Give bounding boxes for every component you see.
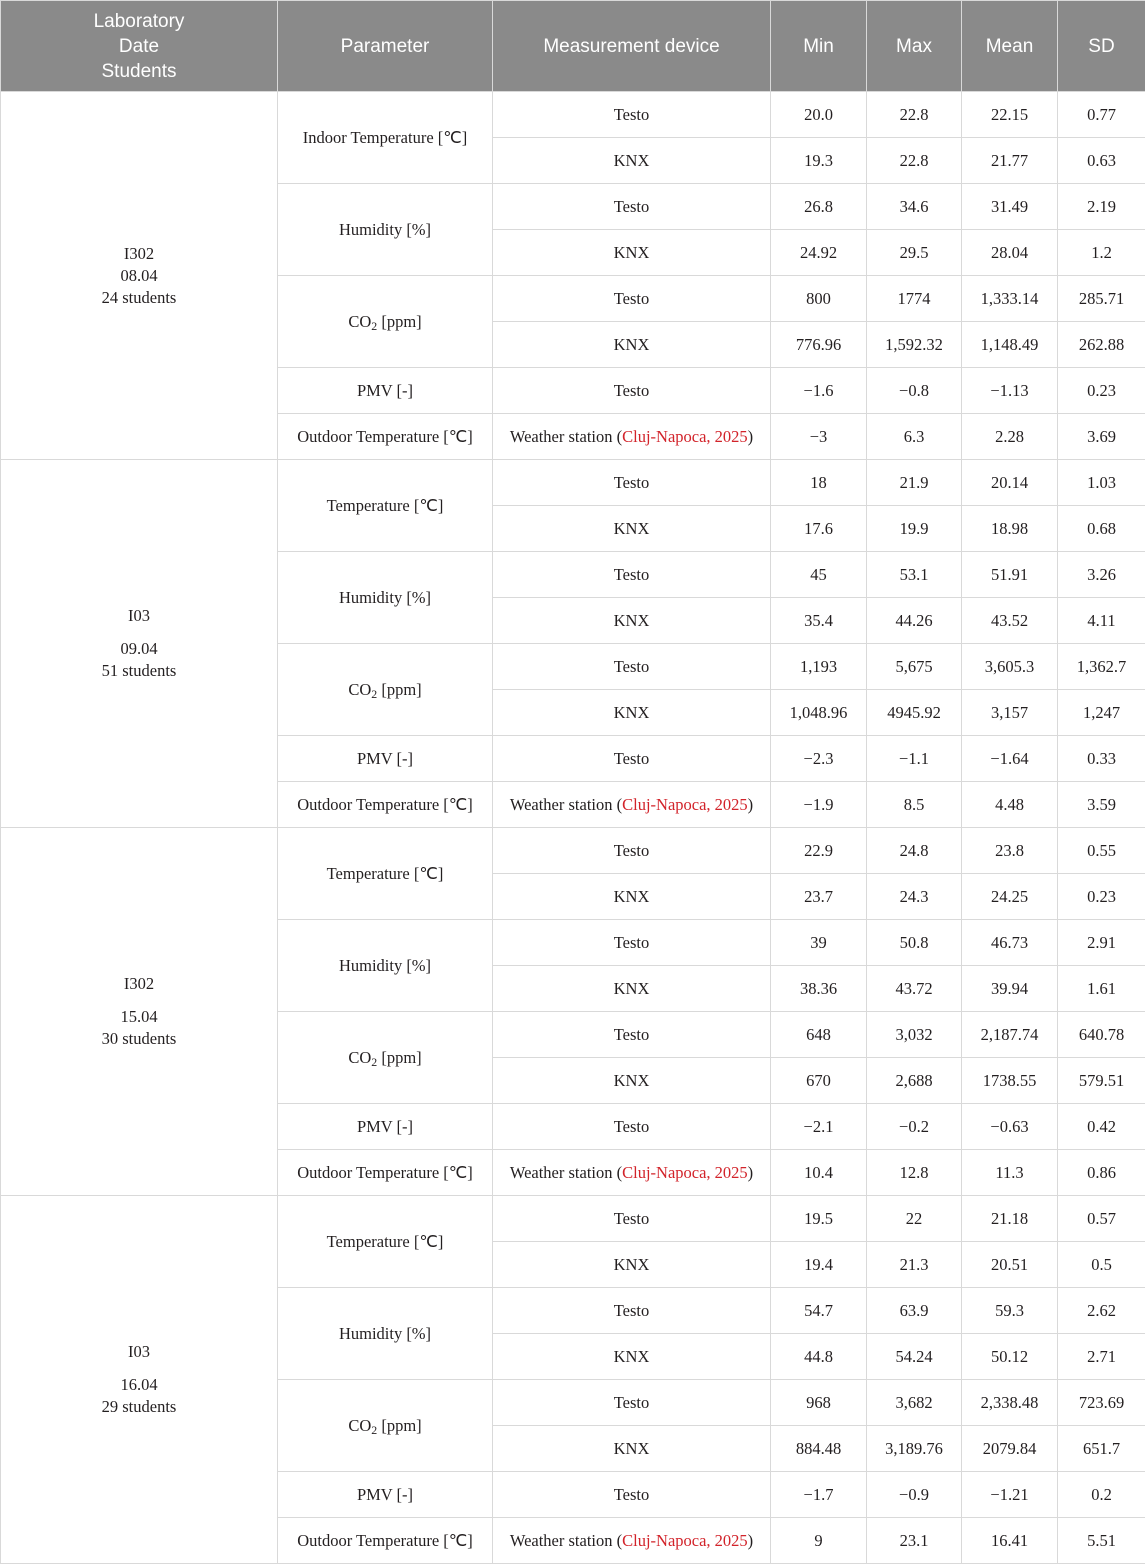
laboratory-date: 15.04 (1, 1006, 277, 1028)
sd-cell: 2.19 (1058, 184, 1145, 230)
min-cell: 670 (771, 1058, 867, 1104)
max-cell: 43.72 (867, 966, 962, 1012)
citation-link[interactable]: Cluj-Napoca, 2025 (622, 795, 748, 814)
device-cell: Testo (493, 276, 771, 322)
mean-cell: 2,338.48 (962, 1380, 1058, 1426)
max-cell: 22.8 (867, 92, 962, 138)
max-cell: 24.3 (867, 874, 962, 920)
laboratory-date: 16.04 (1, 1374, 277, 1396)
sd-cell: 0.23 (1058, 874, 1145, 920)
table-header-row (1, 1, 1145, 92)
max-cell: 54.24 (867, 1334, 962, 1380)
device-cell: KNX (493, 1242, 771, 1288)
table-row (1, 1196, 1145, 1242)
min-cell: 968 (771, 1380, 867, 1426)
mean-cell: 4.48 (962, 782, 1058, 828)
parameter-cell: Outdoor Temperature [℃] (278, 1518, 493, 1564)
mean-cell: 43.52 (962, 598, 1058, 644)
mean-cell: 2079.84 (962, 1426, 1058, 1472)
sd-cell: 2.91 (1058, 920, 1145, 966)
mean-cell: 20.14 (962, 460, 1058, 506)
parameter-cell: Temperature [℃] (278, 460, 493, 552)
max-cell: 23.1 (867, 1518, 962, 1564)
mean-cell: 2,187.74 (962, 1012, 1058, 1058)
parameter-cell: PMV [-] (278, 368, 493, 414)
mean-cell: 21.18 (962, 1196, 1058, 1242)
column-header-laboratory-line3: Students (1, 59, 277, 84)
column-header-mean: Mean (962, 1, 1058, 92)
laboratory-students: 24 students (1, 287, 277, 309)
max-cell: 4945.92 (867, 690, 962, 736)
mean-cell: −1.13 (962, 368, 1058, 414)
parameter-cell: Outdoor Temperature [℃] (278, 1150, 493, 1196)
parameter-cell: $CO_2$ [ppm] (278, 276, 493, 368)
device-cell: KNX (493, 138, 771, 184)
sd-cell: 4.11 (1058, 598, 1145, 644)
column-header-laboratory (1, 1, 278, 92)
max-cell: 22 (867, 1196, 962, 1242)
parameter-cell: $CO_2$ [ppm] (278, 1012, 493, 1104)
sd-cell: 285.71 (1058, 276, 1145, 322)
parameter-cell: $CO_2$ [ppm] (278, 1380, 493, 1472)
mean-cell: −1.64 (962, 736, 1058, 782)
laboratory-students: 30 students (1, 1028, 277, 1050)
device-cell: KNX (493, 966, 771, 1012)
parameter-cell: Outdoor Temperature [℃] (278, 414, 493, 460)
mean-cell: 23.8 (962, 828, 1058, 874)
min-cell: 17.6 (771, 506, 867, 552)
parameter-cell: Humidity [%] (278, 1288, 493, 1380)
column-header-parameter: Parameter (278, 1, 493, 92)
sd-cell: 1.03 (1058, 460, 1145, 506)
sd-cell: 579.51 (1058, 1058, 1145, 1104)
max-cell: 1774 (867, 276, 962, 322)
device-cell: Testo (493, 736, 771, 782)
min-cell: −3 (771, 414, 867, 460)
device-cell: Testo (493, 460, 771, 506)
device-cell: Testo (493, 1012, 771, 1058)
mean-cell: −1.21 (962, 1472, 1058, 1518)
min-cell: 18 (771, 460, 867, 506)
sd-cell: 0.5 (1058, 1242, 1145, 1288)
sd-cell: 0.42 (1058, 1104, 1145, 1150)
sd-cell: 1.2 (1058, 230, 1145, 276)
table-header (1, 1, 1145, 92)
min-cell: 648 (771, 1012, 867, 1058)
max-cell: 3,682 (867, 1380, 962, 1426)
min-cell: 54.7 (771, 1288, 867, 1334)
sd-cell: 1,247 (1058, 690, 1145, 736)
laboratory-spacer (1, 1363, 277, 1374)
mean-cell: 50.12 (962, 1334, 1058, 1380)
mean-cell: 16.41 (962, 1518, 1058, 1564)
column-header-min: Min (771, 1, 867, 92)
min-cell: 1,048.96 (771, 690, 867, 736)
mean-cell: 18.98 (962, 506, 1058, 552)
max-cell: 22.8 (867, 138, 962, 184)
laboratory-cell (1, 828, 278, 1196)
laboratory-spacer (1, 995, 277, 1006)
min-cell: 776.96 (771, 322, 867, 368)
mean-cell: −0.63 (962, 1104, 1058, 1150)
sd-cell: 723.69 (1058, 1380, 1145, 1426)
max-cell: 2,688 (867, 1058, 962, 1104)
device-cell: Testo (493, 184, 771, 230)
device-cell: Weather station (Cluj-Napoca, 2025) (493, 782, 771, 828)
max-cell: −0.9 (867, 1472, 962, 1518)
mean-cell: 1,333.14 (962, 276, 1058, 322)
min-cell: 44.8 (771, 1334, 867, 1380)
citation-link[interactable]: Cluj-Napoca, 2025 (622, 1163, 748, 1182)
device-cell: KNX (493, 506, 771, 552)
max-cell: 1,592.32 (867, 322, 962, 368)
mean-cell: 39.94 (962, 966, 1058, 1012)
min-cell: 884.48 (771, 1426, 867, 1472)
laboratory-spacer (1, 627, 277, 638)
min-cell: −2.1 (771, 1104, 867, 1150)
citation-link[interactable]: Cluj-Napoca, 2025 (622, 427, 748, 446)
sd-cell: 651.7 (1058, 1426, 1145, 1472)
sd-cell: 0.77 (1058, 92, 1145, 138)
parameter-cell: Temperature [℃] (278, 1196, 493, 1288)
device-cell: Weather station (Cluj-Napoca, 2025) (493, 414, 771, 460)
sd-cell: 0.86 (1058, 1150, 1145, 1196)
mean-cell: 3,605.3 (962, 644, 1058, 690)
max-cell: 24.8 (867, 828, 962, 874)
max-cell: 21.3 (867, 1242, 962, 1288)
min-cell: 45 (771, 552, 867, 598)
device-cell: Weather station (Cluj-Napoca, 2025) (493, 1518, 771, 1564)
device-cell: KNX (493, 1334, 771, 1380)
sd-cell: 2.62 (1058, 1288, 1145, 1334)
mean-cell: 21.77 (962, 138, 1058, 184)
max-cell: 34.6 (867, 184, 962, 230)
mean-cell: 2.28 (962, 414, 1058, 460)
min-cell: −1.6 (771, 368, 867, 414)
min-cell: 22.9 (771, 828, 867, 874)
min-cell: 20.0 (771, 92, 867, 138)
max-cell: −1.1 (867, 736, 962, 782)
max-cell: 3,189.76 (867, 1426, 962, 1472)
mean-cell: 20.51 (962, 1242, 1058, 1288)
min-cell: −1.9 (771, 782, 867, 828)
mean-cell: 24.25 (962, 874, 1058, 920)
laboratory-date: 09.04 (1, 638, 277, 660)
sd-cell: 1.61 (1058, 966, 1145, 1012)
column-header-sd: SD (1058, 1, 1145, 92)
sd-cell: 0.63 (1058, 138, 1145, 184)
min-cell: −2.3 (771, 736, 867, 782)
laboratory-name: I03 (1, 1341, 277, 1363)
device-cell: KNX (493, 598, 771, 644)
laboratory-cell (1, 1196, 278, 1564)
mean-cell: 28.04 (962, 230, 1058, 276)
sd-cell: 5.51 (1058, 1518, 1145, 1564)
sd-cell: 3.59 (1058, 782, 1145, 828)
parameter-cell: PMV [-] (278, 1472, 493, 1518)
parameter-cell: $CO_2$ [ppm] (278, 644, 493, 736)
device-cell: Weather station (Cluj-Napoca, 2025) (493, 1150, 771, 1196)
device-cell: KNX (493, 1426, 771, 1472)
table-row (1, 92, 1145, 138)
mean-cell: 46.73 (962, 920, 1058, 966)
column-header-device: Measurement device (493, 1, 771, 92)
sd-cell: 0.57 (1058, 1196, 1145, 1242)
max-cell: −0.2 (867, 1104, 962, 1150)
min-cell: 23.7 (771, 874, 867, 920)
max-cell: 29.5 (867, 230, 962, 276)
parameter-cell: PMV [-] (278, 1104, 493, 1150)
mean-cell: 22.15 (962, 92, 1058, 138)
mean-cell: 11.3 (962, 1150, 1058, 1196)
device-cell: Testo (493, 1288, 771, 1334)
max-cell: 63.9 (867, 1288, 962, 1334)
min-cell: 10.4 (771, 1150, 867, 1196)
sd-cell: 0.55 (1058, 828, 1145, 874)
min-cell: 26.8 (771, 184, 867, 230)
sd-cell: 0.2 (1058, 1472, 1145, 1518)
sd-cell: 0.68 (1058, 506, 1145, 552)
max-cell: 53.1 (867, 552, 962, 598)
device-cell: KNX (493, 230, 771, 276)
parameter-cell: Indoor Temperature [℃] (278, 92, 493, 184)
max-cell: 21.9 (867, 460, 962, 506)
max-cell: 44.26 (867, 598, 962, 644)
min-cell: 38.36 (771, 966, 867, 1012)
device-cell: Testo (493, 828, 771, 874)
laboratory-name: I302 (1, 243, 277, 265)
citation-link[interactable]: Cluj-Napoca, 2025 (622, 1531, 748, 1550)
device-cell: KNX (493, 690, 771, 736)
sd-cell: 0.33 (1058, 736, 1145, 782)
min-cell: 19.3 (771, 138, 867, 184)
sd-cell: 3.26 (1058, 552, 1145, 598)
laboratory-students: 51 students (1, 660, 277, 682)
parameter-cell: Humidity [%] (278, 920, 493, 1012)
mean-cell: 3,157 (962, 690, 1058, 736)
max-cell: 19.9 (867, 506, 962, 552)
device-cell: Testo (493, 92, 771, 138)
max-cell: 5,675 (867, 644, 962, 690)
sd-cell: 2.71 (1058, 1334, 1145, 1380)
min-cell: 35.4 (771, 598, 867, 644)
min-cell: 1,193 (771, 644, 867, 690)
sd-cell: 262.88 (1058, 322, 1145, 368)
max-cell: 8.5 (867, 782, 962, 828)
min-cell: −1.7 (771, 1472, 867, 1518)
max-cell: −0.8 (867, 368, 962, 414)
device-cell: Testo (493, 552, 771, 598)
max-cell: 50.8 (867, 920, 962, 966)
mean-cell: 59.3 (962, 1288, 1058, 1334)
max-cell: 12.8 (867, 1150, 962, 1196)
laboratory-name: I302 (1, 973, 277, 995)
table-row (1, 460, 1145, 506)
max-cell: 6.3 (867, 414, 962, 460)
parameter-cell: Temperature [℃] (278, 828, 493, 920)
laboratory-cell (1, 92, 278, 460)
min-cell: 800 (771, 276, 867, 322)
max-cell: 3,032 (867, 1012, 962, 1058)
sd-cell: 1,362.7 (1058, 644, 1145, 690)
table-row (1, 828, 1145, 874)
device-cell: KNX (493, 322, 771, 368)
laboratory-date: 08.04 (1, 265, 277, 287)
device-cell: Testo (493, 920, 771, 966)
mean-cell: 31.49 (962, 184, 1058, 230)
table-body (1, 92, 1145, 1564)
column-header-laboratory-line1: Laboratory (1, 9, 277, 34)
laboratory-students: 29 students (1, 1396, 277, 1418)
min-cell: 19.4 (771, 1242, 867, 1288)
mean-cell: 1738.55 (962, 1058, 1058, 1104)
device-cell: Testo (493, 644, 771, 690)
device-cell: KNX (493, 874, 771, 920)
device-cell: Testo (493, 368, 771, 414)
parameter-cell: Humidity [%] (278, 184, 493, 276)
laboratory-cell (1, 460, 278, 828)
sd-cell: 0.23 (1058, 368, 1145, 414)
sd-cell: 3.69 (1058, 414, 1145, 460)
device-cell: Testo (493, 1472, 771, 1518)
parameter-cell: Humidity [%] (278, 552, 493, 644)
laboratory-name: I03 (1, 605, 277, 627)
device-cell: KNX (493, 1058, 771, 1104)
column-header-laboratory-line2: Date (1, 34, 277, 59)
min-cell: 19.5 (771, 1196, 867, 1242)
min-cell: 39 (771, 920, 867, 966)
min-cell: 9 (771, 1518, 867, 1564)
column-header-max: Max (867, 1, 962, 92)
sd-cell: 640.78 (1058, 1012, 1145, 1058)
device-cell: Testo (493, 1104, 771, 1150)
mean-cell: 1,148.49 (962, 322, 1058, 368)
device-cell: Testo (493, 1380, 771, 1426)
min-cell: 24.92 (771, 230, 867, 276)
parameter-cell: Outdoor Temperature [℃] (278, 782, 493, 828)
mean-cell: 51.91 (962, 552, 1058, 598)
device-cell: Testo (493, 1196, 771, 1242)
parameter-cell: PMV [-] (278, 736, 493, 782)
